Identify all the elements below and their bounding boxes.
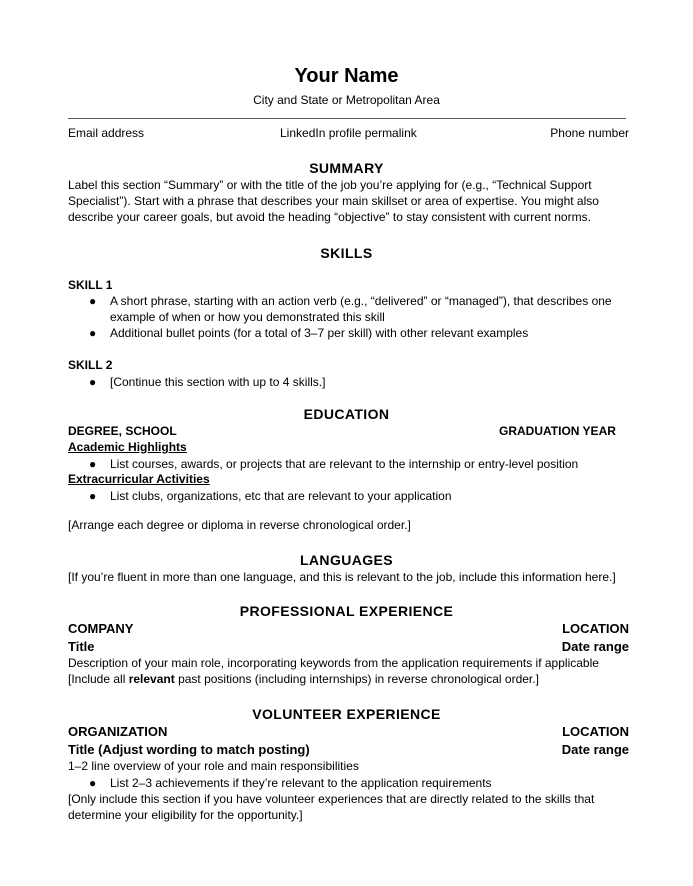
skill-2-bullet-1: [Continue this section with up to 4 skills.] xyxy=(110,375,326,389)
bullet-icon: ● xyxy=(89,375,97,389)
volunteer-heading: VOLUNTEER EXPERIENCE xyxy=(252,706,441,722)
education-heading: EDUCATION xyxy=(303,406,390,422)
phone-number: Phone number xyxy=(550,126,629,140)
candidate-location: City and State or Metropolitan Area xyxy=(253,93,440,107)
email-address: Email address xyxy=(68,126,145,140)
volunteer-bullet: List 2–3 achievements if they’re relevant to the application requirements xyxy=(110,776,492,790)
skill-2-title: SKILL 2 xyxy=(68,358,113,372)
volunteer-title: Title (Adjust wording to match posting) xyxy=(68,742,310,757)
extracurricular-bullet: List clubs, organizations, etc that are relevant to your application xyxy=(110,489,452,503)
bullet-icon: ● xyxy=(89,457,97,471)
degree-school: DEGREE, SCHOOL xyxy=(68,424,177,438)
skill-1-bullet-1: A short phrase, starting with an action verb (e.g., “delivered” or “managed”), that describes one example of when or how you demonstrated this skill xyxy=(110,294,612,324)
graduation-year: GRADUATION YEAR xyxy=(499,424,616,438)
company-location: LOCATION xyxy=(562,621,629,636)
bullet-icon: ● xyxy=(89,294,97,308)
linkedin-permalink: LinkedIn profile permalink xyxy=(280,126,417,140)
company-name: COMPANY xyxy=(68,621,134,636)
bullet-icon: ● xyxy=(89,776,97,790)
academic-highlights-label: Academic Highlights xyxy=(68,440,187,454)
organization-location: LOCATION xyxy=(562,724,629,739)
volunteer-note: [Only include this section if you have volunteer experiences that are directly related to the skills that determine your eligibility for the opportunity.] xyxy=(68,792,595,822)
volunteer-overview: 1–2 line overview of your role and main responsibilities xyxy=(68,759,359,773)
summary-heading: SUMMARY xyxy=(309,160,384,176)
summary-text: Label this section “Summary” or with the title of the job you’re applying for (e.g., “Technical Support Specialist”). Start with a phrase that describes your main skillset or area of expertise. You might also describe your career goals, but avoid the heading “objective” to stay consistent with current norms. xyxy=(68,178,599,224)
education-note: [Arrange each degree or diploma in reverse chronological order.] xyxy=(68,518,411,532)
experience-note-pre: [Include all xyxy=(68,672,129,686)
bullet-icon: ● xyxy=(89,489,97,503)
skills-heading: SKILLS xyxy=(320,245,373,261)
academic-highlights-bullet: List courses, awards, or projects that are relevant to the internship or entry-level position xyxy=(110,457,579,471)
experience-heading: PROFESSIONAL EXPERIENCE xyxy=(239,603,454,619)
experience-note xyxy=(68,672,539,686)
job-date-range: Date range xyxy=(561,639,629,654)
experience-note-bold: relevant xyxy=(128,672,175,686)
job-title: Title xyxy=(68,639,95,654)
volunteer-date-range: Date range xyxy=(561,742,629,757)
header-divider xyxy=(68,118,626,119)
organization-name: ORGANIZATION xyxy=(68,724,168,739)
candidate-name: Your Name xyxy=(294,65,399,87)
skill-1-bullet-2: Additional bullet points (for a total of 3–7 per skill) with other relevant examples xyxy=(110,326,529,340)
languages-text: [If you’re fluent in more than one language, and this is relevant to the job, include this information here.] xyxy=(68,570,616,584)
languages-heading: LANGUAGES xyxy=(299,552,394,568)
skill-1-title: SKILL 1 xyxy=(68,278,113,292)
extracurricular-label: Extracurricular Activities xyxy=(68,472,210,486)
experience-note-post: past positions (including internships) in reverse chronological order.] xyxy=(174,672,539,686)
job-description: Description of your main role, incorporating keywords from the application requirements if applicable xyxy=(68,656,599,670)
bullet-icon: ● xyxy=(89,326,97,340)
